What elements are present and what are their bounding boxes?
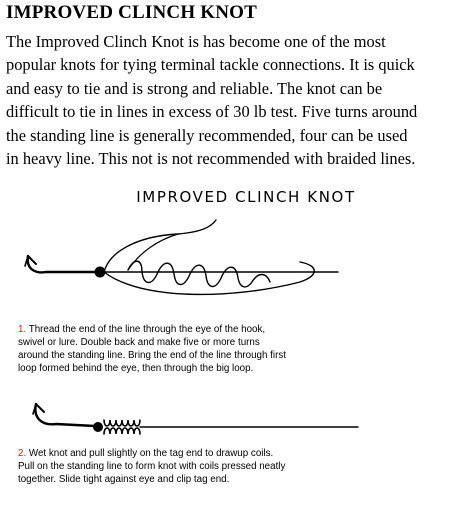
step-2-line: together. Slide tight against eye and clip tag end. bbox=[18, 474, 230, 485]
intro-line: and easy to tie and is strong and reliable. The knot can be bbox=[6, 78, 383, 98]
intro-line: The Improved Clinch Knot is has become one of the most bbox=[6, 32, 386, 51]
step-2-instructions bbox=[18, 447, 458, 486]
step-2-line: Pull on the standing line to form knot with coils pressed neatly bbox=[18, 461, 286, 472]
intro-line: popular knots for tying terminal tackle connections. It is quick bbox=[6, 55, 415, 75]
step-1-line: around the standing line. Bring the end of the line through first bbox=[18, 350, 286, 361]
step-1-line: swivel or lure. Double back and make five or more turns bbox=[18, 337, 260, 348]
hook-illustration-step1 bbox=[25, 220, 338, 294]
step-1-line: 1. Thread the end of the line through the eye of the hook, bbox=[18, 324, 266, 335]
intro-line: the standing line is generally recommended, four can be used bbox=[6, 125, 408, 145]
step-1-line: loop formed behind the eye, then through the big loop. bbox=[18, 363, 254, 374]
step-2-number: 2. bbox=[18, 448, 27, 459]
step-1-number: 1. bbox=[18, 324, 27, 335]
diagram-title: IMPROVED CLINCH KNOT bbox=[136, 188, 356, 206]
hook-illustration-step2 bbox=[33, 404, 358, 434]
step-2-line: 2. Wet knot and pull slightly on the tag end to drawup coils. bbox=[18, 448, 274, 459]
intro-line: difficult to tie in lines in excess of 30 lb test. Five turns around bbox=[6, 102, 418, 122]
page-title: IMPROVED CLINCH KNOT bbox=[6, 2, 258, 23]
step-1-instructions bbox=[18, 323, 458, 375]
intro-line: in heavy line. This not is not recommended with braided lines. bbox=[6, 149, 416, 169]
